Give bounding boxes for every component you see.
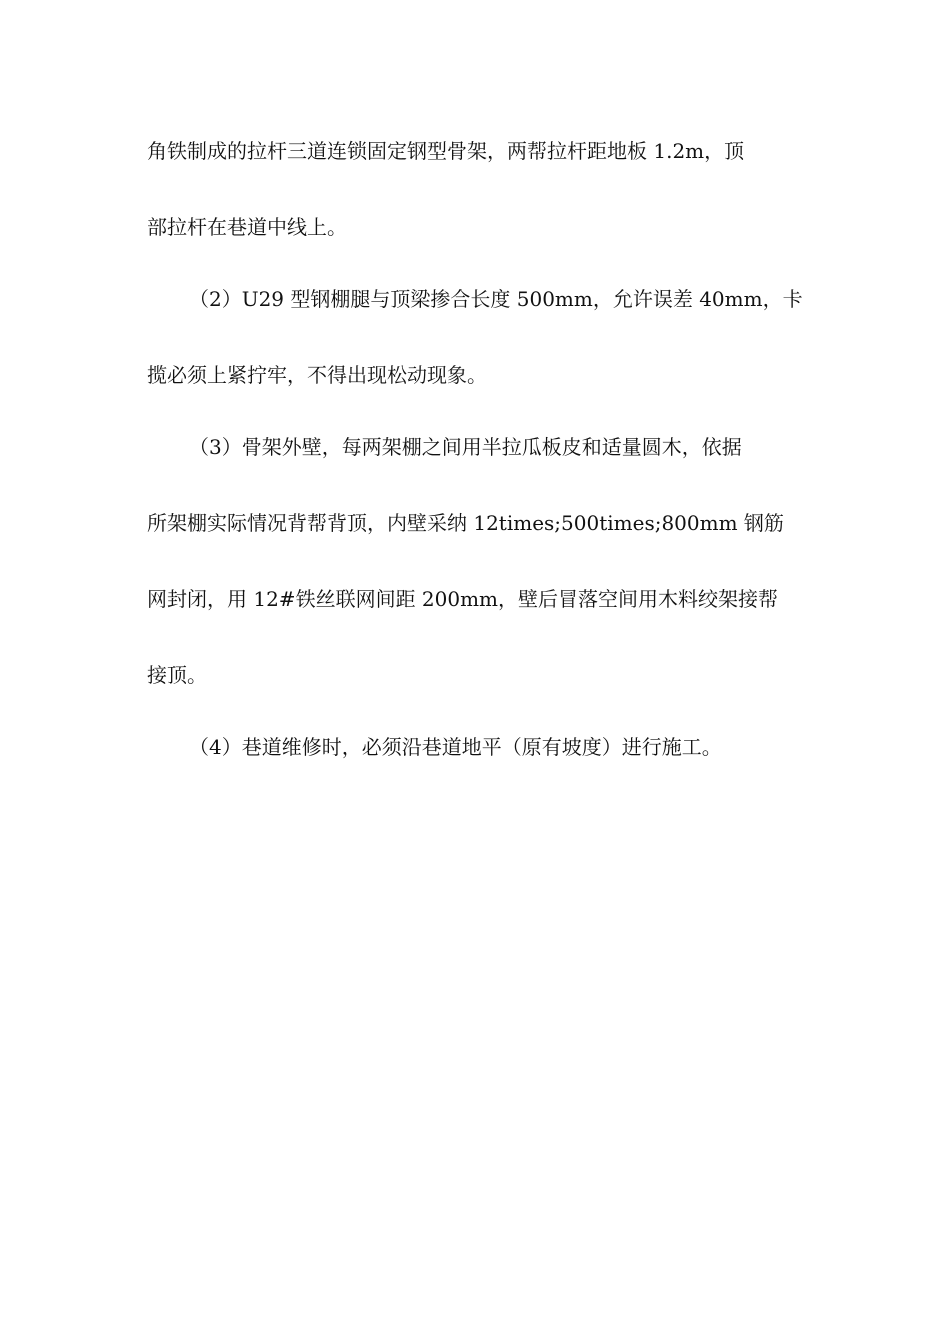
paragraph-3 [147,428,807,694]
text-line: （3）骨架外壁，每两架棚之间用半拉瓜板皮和适量圆木，依据 [189,435,742,459]
text-line: （2）U29 型钢棚腿与顶梁掺合长度 500mm，允许误差 40mm，卡 [189,287,803,311]
paragraph-1 [147,132,807,246]
text-line: 揽必须上紧拧牢，不得出现松动现象。 [147,363,487,387]
text-line: 部拉杆在巷道中线上。 [147,215,347,239]
text-line: 网封闭，用 12#铁丝联网间距 200mm，壁后冒落空间用木料绞架接帮 [147,587,779,611]
document-body [147,132,807,766]
paragraph-2 [147,280,807,394]
text-line: 所架棚实际情况背帮背顶，内壁采纳 12times;500times;800mm 钢筋 [147,511,784,535]
text-line: （4）巷道维修时，必须沿巷道地平（原有坡度）进行施工。 [189,735,722,759]
paragraph-4 [147,728,807,766]
text-line: 角铁制成的拉杆三道连锁固定钢型骨架，两帮拉杆距地板 1.2m，顶 [147,139,745,163]
text-line: 接顶。 [147,663,207,687]
